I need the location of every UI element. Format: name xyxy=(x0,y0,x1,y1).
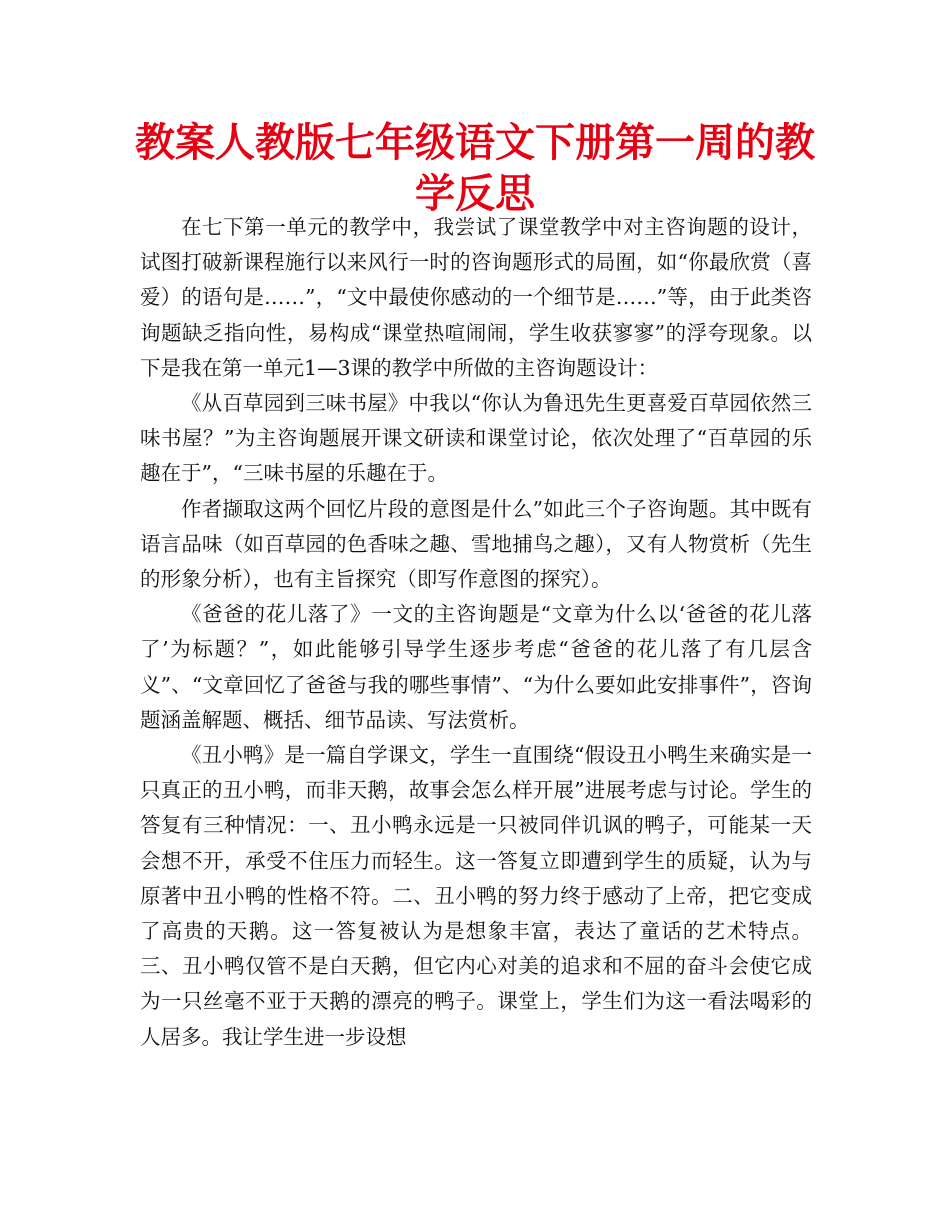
paragraph-baicaoyuan: 《从百草园到三味书屋》中我以“你认为鲁迅先生更喜爱百草园依然三味书屋？”为主咨询题展开课文研读和课堂讨论，依次处理了“百草园的乐趣在于”，“三味书屋的乐趣在于。 xyxy=(140,391,812,486)
paragraph-author-intent: 作者撷取这两个回忆片段的意图是什么”如此三个子咨询题。其中既有语言品味（如百草园的色香味之趣、雪地捕鸟之趣），又有人物赏析（先生的形象分析），也有主旨探究（即写作意图的探究）。 xyxy=(140,496,812,592)
document-title: 教案人教版七年级语文下册第一周的教学反思 xyxy=(135,120,815,217)
paragraph-chouxiaoya: 《丑小鸭》是一篇自学课文，学生一直围绕“假设丑小鸭生来确实是一只真正的丑小鸭，而非天鹅，故事会怎么样开展”进展考虑与讨论。学生的答复有三种情况：一、丑小鸭永远是一只被同伴讥讽的鸭子，可能某一天会想不开，承受不住压力而轻生。这一答复立即遭到学生的质疑，认为与原著中丑小鸭的性格不符。二、丑小鸭的努力终于感动了上帝，把它变成了高贵的天鹅。这一答复被认为是想象丰富，表达了童话的艺术特点。三、丑小鸭仅管不是白天鹅，但它内心对美的追求和不屈的奋斗会使它成为一只丝毫不亚于天鹅的漂亮的鸭子。课堂上，学生们为这一看法喝彩的人居多。我让学生进一步设想 xyxy=(140,743,812,1049)
paragraph-baba-huaer: 《爸爸的花儿落了》一文的主咨询题是“文章为什么以‘爸爸的花儿落了’为标题？”，如此能够引导学生逐步考虑“爸爸的花儿落了有几层含义”、“文章回忆了爸爸与我的哪些事情”、“为什么要如此安排事件”，咨询题涵盖解题、概括、细节品读、写法赏析。 xyxy=(140,602,812,732)
paragraph-intro: 在七下第一单元的教学中，我尝试了课堂教学中对主咨询题的设计，试图打破新课程施行以来风行一时的咨询题形式的局囿，如“你最欣赏（喜爱）的语句是……”，“文中最使你感动的一个细节是……”等，由于此类咨询题缺乏指向性，易构成“课堂热喧闹闹，学生收获寥寥”的浮夸现象。以下是我在第一单元1—3课的教学中所做的主咨询题设计： xyxy=(140,215,812,380)
document-body xyxy=(140,210,812,1055)
